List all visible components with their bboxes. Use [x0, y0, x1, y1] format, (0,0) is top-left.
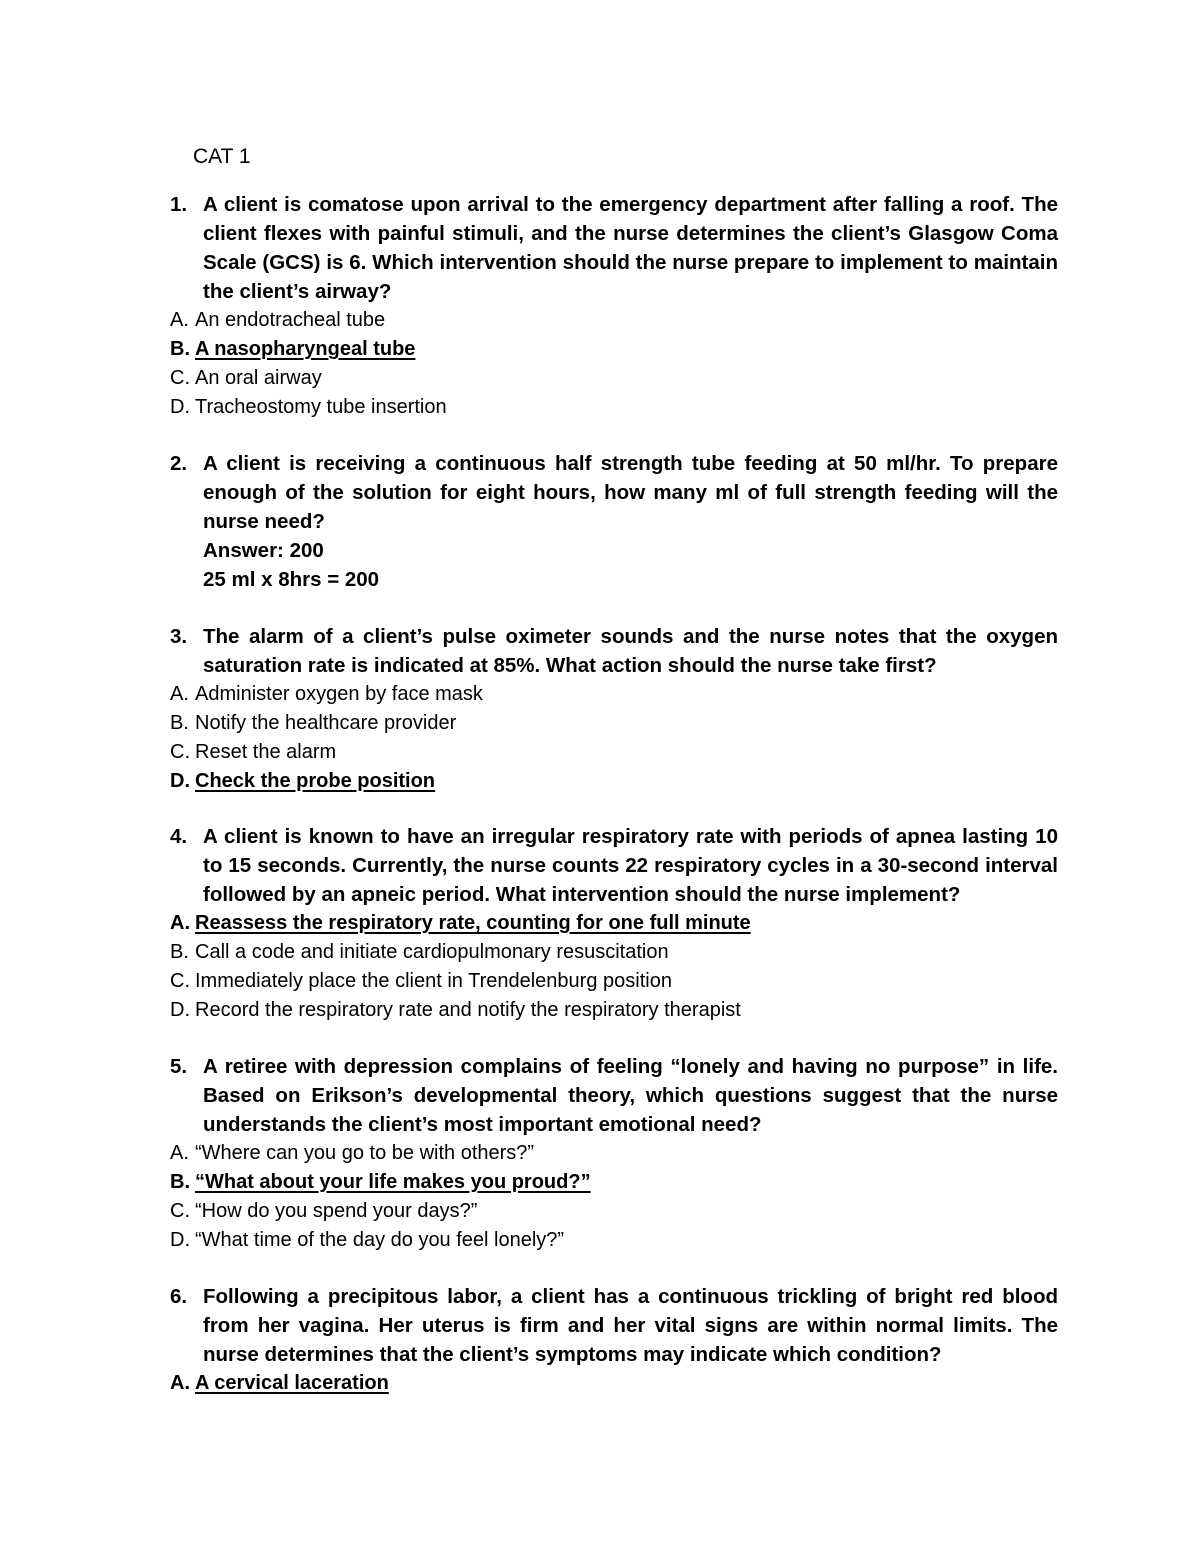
option-text: Administer oxygen by face mask — [195, 683, 483, 705]
option-text: “What about your life makes you proud?” — [195, 1171, 591, 1193]
option-a — [170, 306, 1058, 335]
option-text: Immediately place the client in Trendelenburg position — [195, 970, 672, 992]
option-text: An endotracheal tube — [195, 309, 386, 331]
question-stem — [170, 1282, 1058, 1369]
question-4 — [170, 822, 1058, 1025]
option-c — [170, 967, 1058, 996]
option-letter: A. — [170, 1372, 190, 1394]
question-text: A retiree with depression complains of feeling “lonely and having no purpose” in life. Based on Erikson’s developmental theory, which questions suggest that the nurse understands the client’s most important emotional need? — [203, 1055, 1058, 1136]
option-letter: B. — [170, 712, 189, 734]
option-b-correct — [170, 335, 1058, 364]
option-letter: A. — [170, 912, 190, 934]
answer-options — [170, 909, 1058, 1025]
option-text: A nasopharyngeal tube — [195, 338, 416, 360]
document-title: CAT 1 — [193, 145, 251, 168]
option-c — [170, 1197, 1058, 1226]
option-a — [170, 1139, 1058, 1168]
option-text: Reset the alarm — [195, 741, 337, 763]
option-d-correct — [170, 767, 1058, 796]
option-text: “What time of the day do you feel lonely?” — [195, 1229, 565, 1251]
answer-options — [170, 680, 1058, 796]
answer-options — [170, 1139, 1058, 1255]
question-1 — [170, 190, 1058, 422]
question-number: 3. — [170, 625, 188, 648]
question-5 — [170, 1052, 1058, 1255]
question-6 — [170, 1282, 1058, 1398]
option-text: Notify the healthcare provider — [195, 712, 457, 734]
option-letter: A. — [170, 683, 189, 705]
answer-options — [170, 306, 1058, 422]
question-number: 6. — [170, 1285, 188, 1308]
question-text: A client is receiving a continuous half strength tube feeding at 50 ml/hr. To prepare enough of the solution for eight hours, how many ml of full strength feeding will the nurse need? — [203, 452, 1058, 533]
question-text: Following a precipitous labor, a client has a continuous trickling of bright red blood from her vagina. Her uterus is firm and her vital signs are within normal limits. The nurse determines that the client’s symptoms may indicate which condition? — [203, 1285, 1058, 1366]
question-stem — [170, 622, 1058, 680]
question-stem — [170, 449, 1058, 594]
option-letter: A. — [170, 1142, 189, 1164]
option-c — [170, 364, 1058, 393]
option-letter: B. — [170, 338, 190, 360]
option-text: Call a code and initiate cardiopulmonary resuscitation — [195, 941, 669, 963]
option-text: A cervical laceration — [195, 1372, 389, 1394]
option-text: Check the probe position — [195, 770, 436, 792]
question-2 — [170, 449, 1058, 594]
question-number: 2. — [170, 452, 188, 475]
question-text: A client is known to have an irregular respiratory rate with periods of apnea lasting 10 to 15 seconds. Currently, the nurse counts 22 respiratory cycles in a 30-second interval followed by an apneic period. What intervention should the nurse implement? — [203, 825, 1058, 906]
option-text: “How do you spend your days?” — [195, 1200, 478, 1222]
option-a-correct — [170, 909, 1058, 938]
option-a-correct — [170, 1369, 1058, 1398]
question-number: 5. — [170, 1055, 188, 1078]
question-text: A client is comatose upon arrival to the emergency department after falling a roof. The client flexes with painful stimuli, and the nurse determines the client’s Glasgow Coma Scale (GCS) is 6. Which intervention should the nurse prepare to implement to maintain the client’s airway? — [203, 193, 1058, 303]
option-text: “Where can you go to be with others?” — [195, 1142, 535, 1164]
option-b-correct — [170, 1168, 1058, 1197]
answer-line: Answer: 200 — [203, 539, 324, 562]
option-a — [170, 680, 1058, 709]
question-text: The alarm of a client’s pulse oximeter sounds and the nurse notes that the oxygen saturation rate is indicated at 85%. What action should the nurse take first? — [203, 625, 1058, 677]
calculation-line: 25 ml x 8hrs = 200 — [203, 568, 380, 591]
question-number: 1. — [170, 193, 188, 216]
option-b — [170, 709, 1058, 738]
question-stem — [170, 190, 1058, 306]
option-text: Tracheostomy tube insertion — [195, 396, 447, 418]
option-letter: D. — [170, 770, 190, 792]
question-stem — [170, 1052, 1058, 1139]
option-b — [170, 938, 1058, 967]
option-text: Record the respiratory rate and notify the respiratory therapist — [195, 999, 741, 1021]
option-letter: C. — [170, 741, 190, 763]
question-number: 4. — [170, 825, 188, 848]
question-3 — [170, 622, 1058, 796]
option-d — [170, 1226, 1058, 1255]
option-letter: A. — [170, 309, 189, 331]
option-letter: B. — [170, 941, 189, 963]
option-letter: D. — [170, 1229, 190, 1251]
option-letter: C. — [170, 970, 190, 992]
option-letter: D. — [170, 999, 190, 1021]
option-letter: B. — [170, 1171, 190, 1193]
option-text: Reassess the respiratory rate, counting for one full minute — [195, 912, 751, 934]
option-c — [170, 738, 1058, 767]
option-text: An oral airway — [195, 367, 322, 389]
option-d — [170, 393, 1058, 422]
question-stem — [170, 822, 1058, 909]
option-d — [170, 996, 1058, 1025]
option-letter: C. — [170, 1200, 190, 1222]
option-letter: C. — [170, 367, 190, 389]
answer-options — [170, 1369, 1058, 1398]
option-letter: D. — [170, 396, 190, 418]
